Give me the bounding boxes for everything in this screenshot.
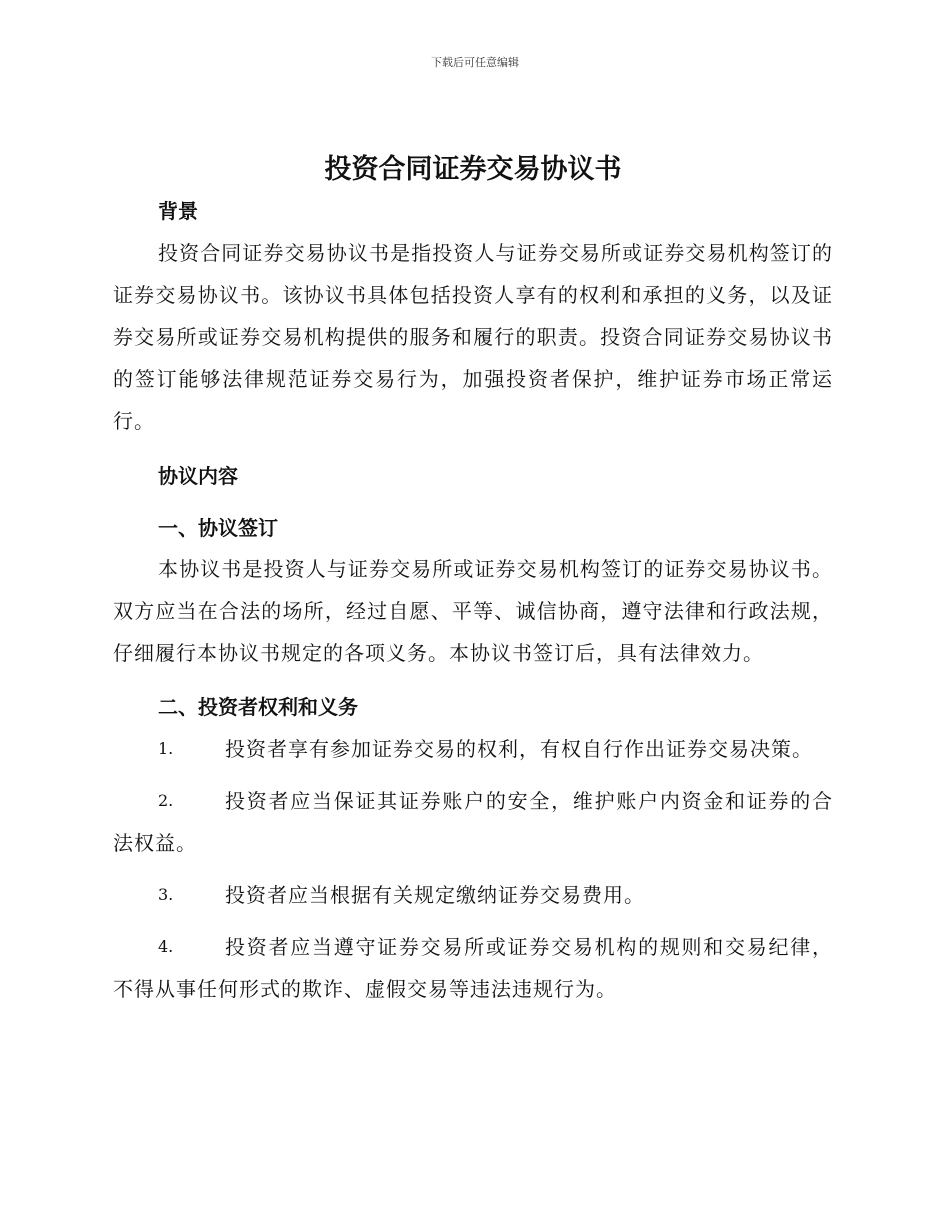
heading-background: 背景	[158, 199, 198, 223]
list-item-text: 投资者享有参加证券交易的权利，有权自行作出证券交易决策。	[225, 737, 813, 761]
header-note: 下载后可任意编辑	[431, 56, 519, 69]
list-item-text: 投资者应当根据有关规定缴纳证券交易费用。	[225, 883, 645, 907]
list-item-number: 1.	[158, 739, 174, 758]
list-item-text: 投资者应当保证其证券账户的安全，维护账户内资金和证券的合法权益。	[113, 789, 833, 855]
list-item	[113, 874, 833, 916]
investor-rights-list	[113, 728, 833, 1010]
list-item-number: 3.	[158, 885, 174, 904]
list-item	[113, 728, 833, 770]
document-title: 投资合同证券交易协议书	[324, 154, 622, 185]
list-item-text: 投资者应当遵守证券交易所或证券交易机构的规则和交易纪律，不得从事任何形式的欺诈、虚假交易等违法违规行为。	[113, 935, 833, 1001]
paragraph-signing: 本协议书是投资人与证券交易所或证券交易机构签订的证券交易协议书。双方应当在合法的场所，经过自愿、平等、诚信协商，遵守法律和行政法规，仔细履行本协议书规定的各项义务。本协议书签订后，具有法律效力。	[113, 557, 833, 665]
list-item-number: 2.	[158, 791, 174, 810]
heading-investor-rights: 二、投资者权利和义务	[158, 695, 358, 719]
heading-agreement-content: 协议内容	[158, 464, 238, 488]
heading-signing: 一、协议签订	[158, 516, 278, 540]
list-item-number: 4.	[158, 937, 174, 956]
document-body	[113, 150, 833, 1010]
list-item	[113, 926, 833, 1010]
list-item	[113, 780, 833, 864]
paragraph-background: 投资合同证券交易协议书是指投资人与证券交易所或证券交易机构签订的证券交易协议书。该协议书具体包括投资人享有的权利和承担的义务，以及证券交易所或证券交易机构提供的服务和履行的职责。投资合同证券交易协议书的签订能够法律规范证券交易行为，加强投资者保护，维护证券市场正常运行。	[113, 241, 833, 433]
